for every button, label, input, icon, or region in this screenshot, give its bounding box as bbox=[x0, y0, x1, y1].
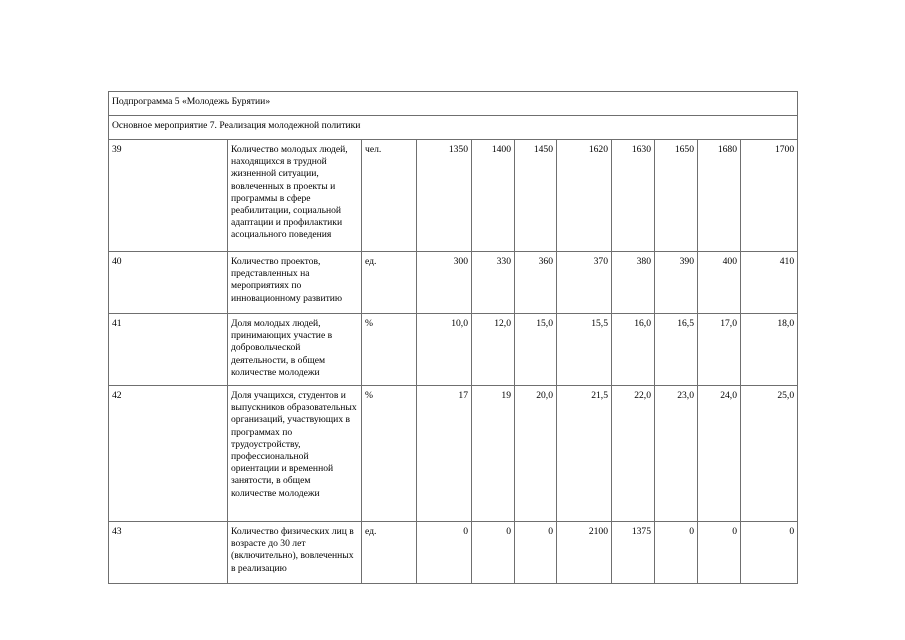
value-cell: 300 bbox=[417, 252, 472, 314]
value-cell: 330 bbox=[472, 252, 515, 314]
row-number: 43 bbox=[109, 522, 228, 584]
row-number: 41 bbox=[109, 314, 228, 386]
value-cell: 12,0 bbox=[472, 314, 515, 386]
indicators-table bbox=[108, 91, 798, 584]
value-cell: 0 bbox=[515, 522, 557, 584]
table-row bbox=[109, 314, 798, 386]
value-cell: 0 bbox=[741, 522, 798, 584]
value-cell: 0 bbox=[655, 522, 698, 584]
unit-cell: % bbox=[362, 386, 417, 522]
indicator-name: Доля учащихся, студентов и выпускников образовательных организаций, участвующих в программах по трудоустройству, профессиональной ориентации и временной занятости, в общем количестве молодежи bbox=[228, 386, 362, 522]
unit-cell: % bbox=[362, 314, 417, 386]
value-cell: 18,0 bbox=[741, 314, 798, 386]
value-cell: 410 bbox=[741, 252, 798, 314]
indicator-name: Количество проектов, представленных на мероприятиях по инновационному развитию bbox=[228, 252, 362, 314]
value-cell: 1400 bbox=[472, 140, 515, 252]
value-cell: 1700 bbox=[741, 140, 798, 252]
unit-cell: ед. bbox=[362, 522, 417, 584]
value-cell: 0 bbox=[417, 522, 472, 584]
indicator-name: Доля молодых людей, принимающих участие в добровольческой деятельности, в общем количестве молодежи bbox=[228, 314, 362, 386]
value-cell: 1450 bbox=[515, 140, 557, 252]
value-cell: 15,0 bbox=[515, 314, 557, 386]
value-cell: 370 bbox=[557, 252, 612, 314]
value-cell: 400 bbox=[698, 252, 741, 314]
subprogram-title: Подпрограмма 5 «Молодежь Бурятии» bbox=[109, 92, 798, 116]
value-cell: 0 bbox=[472, 522, 515, 584]
row-number: 42 bbox=[109, 386, 228, 522]
value-cell: 10,0 bbox=[417, 314, 472, 386]
value-cell: 22,0 bbox=[612, 386, 655, 522]
indicator-name: Количество физических лиц в возрасте до 30 лет (включительно), вовлеченных в реализацию bbox=[228, 522, 362, 584]
unit-cell: ед. bbox=[362, 252, 417, 314]
value-cell: 16,0 bbox=[612, 314, 655, 386]
value-cell: 2100 bbox=[557, 522, 612, 584]
value-cell: 19 bbox=[472, 386, 515, 522]
value-cell: 21,5 bbox=[557, 386, 612, 522]
table-body bbox=[109, 92, 798, 584]
value-cell: 20,0 bbox=[515, 386, 557, 522]
value-cell: 15,5 bbox=[557, 314, 612, 386]
row-number: 40 bbox=[109, 252, 228, 314]
value-cell: 1650 bbox=[655, 140, 698, 252]
value-cell: 1620 bbox=[557, 140, 612, 252]
subprogram-row bbox=[109, 92, 798, 116]
value-cell: 16,5 bbox=[655, 314, 698, 386]
unit-cell: чел. bbox=[362, 140, 417, 252]
value-cell: 25,0 bbox=[741, 386, 798, 522]
value-cell: 390 bbox=[655, 252, 698, 314]
value-cell: 1375 bbox=[612, 522, 655, 584]
row-number: 39 bbox=[109, 140, 228, 252]
value-cell: 380 bbox=[612, 252, 655, 314]
value-cell: 17,0 bbox=[698, 314, 741, 386]
table-row bbox=[109, 522, 798, 584]
value-cell: 23,0 bbox=[655, 386, 698, 522]
value-cell: 24,0 bbox=[698, 386, 741, 522]
value-cell: 1680 bbox=[698, 140, 741, 252]
value-cell: 1630 bbox=[612, 140, 655, 252]
value-cell: 0 bbox=[698, 522, 741, 584]
table-row bbox=[109, 140, 798, 252]
activity-title: Основное мероприятие 7. Реализация молодежной политики bbox=[109, 116, 798, 140]
table-row bbox=[109, 386, 798, 522]
value-cell: 360 bbox=[515, 252, 557, 314]
value-cell: 1350 bbox=[417, 140, 472, 252]
value-cell: 17 bbox=[417, 386, 472, 522]
indicator-name: Количество молодых людей, находящихся в трудной жизненной ситуации, вовлеченных в проекты и программы в сфере реабилитации, социальной адаптации и профилактики асоциального поведения bbox=[228, 140, 362, 252]
activity-row bbox=[109, 116, 798, 140]
table-row bbox=[109, 252, 798, 314]
